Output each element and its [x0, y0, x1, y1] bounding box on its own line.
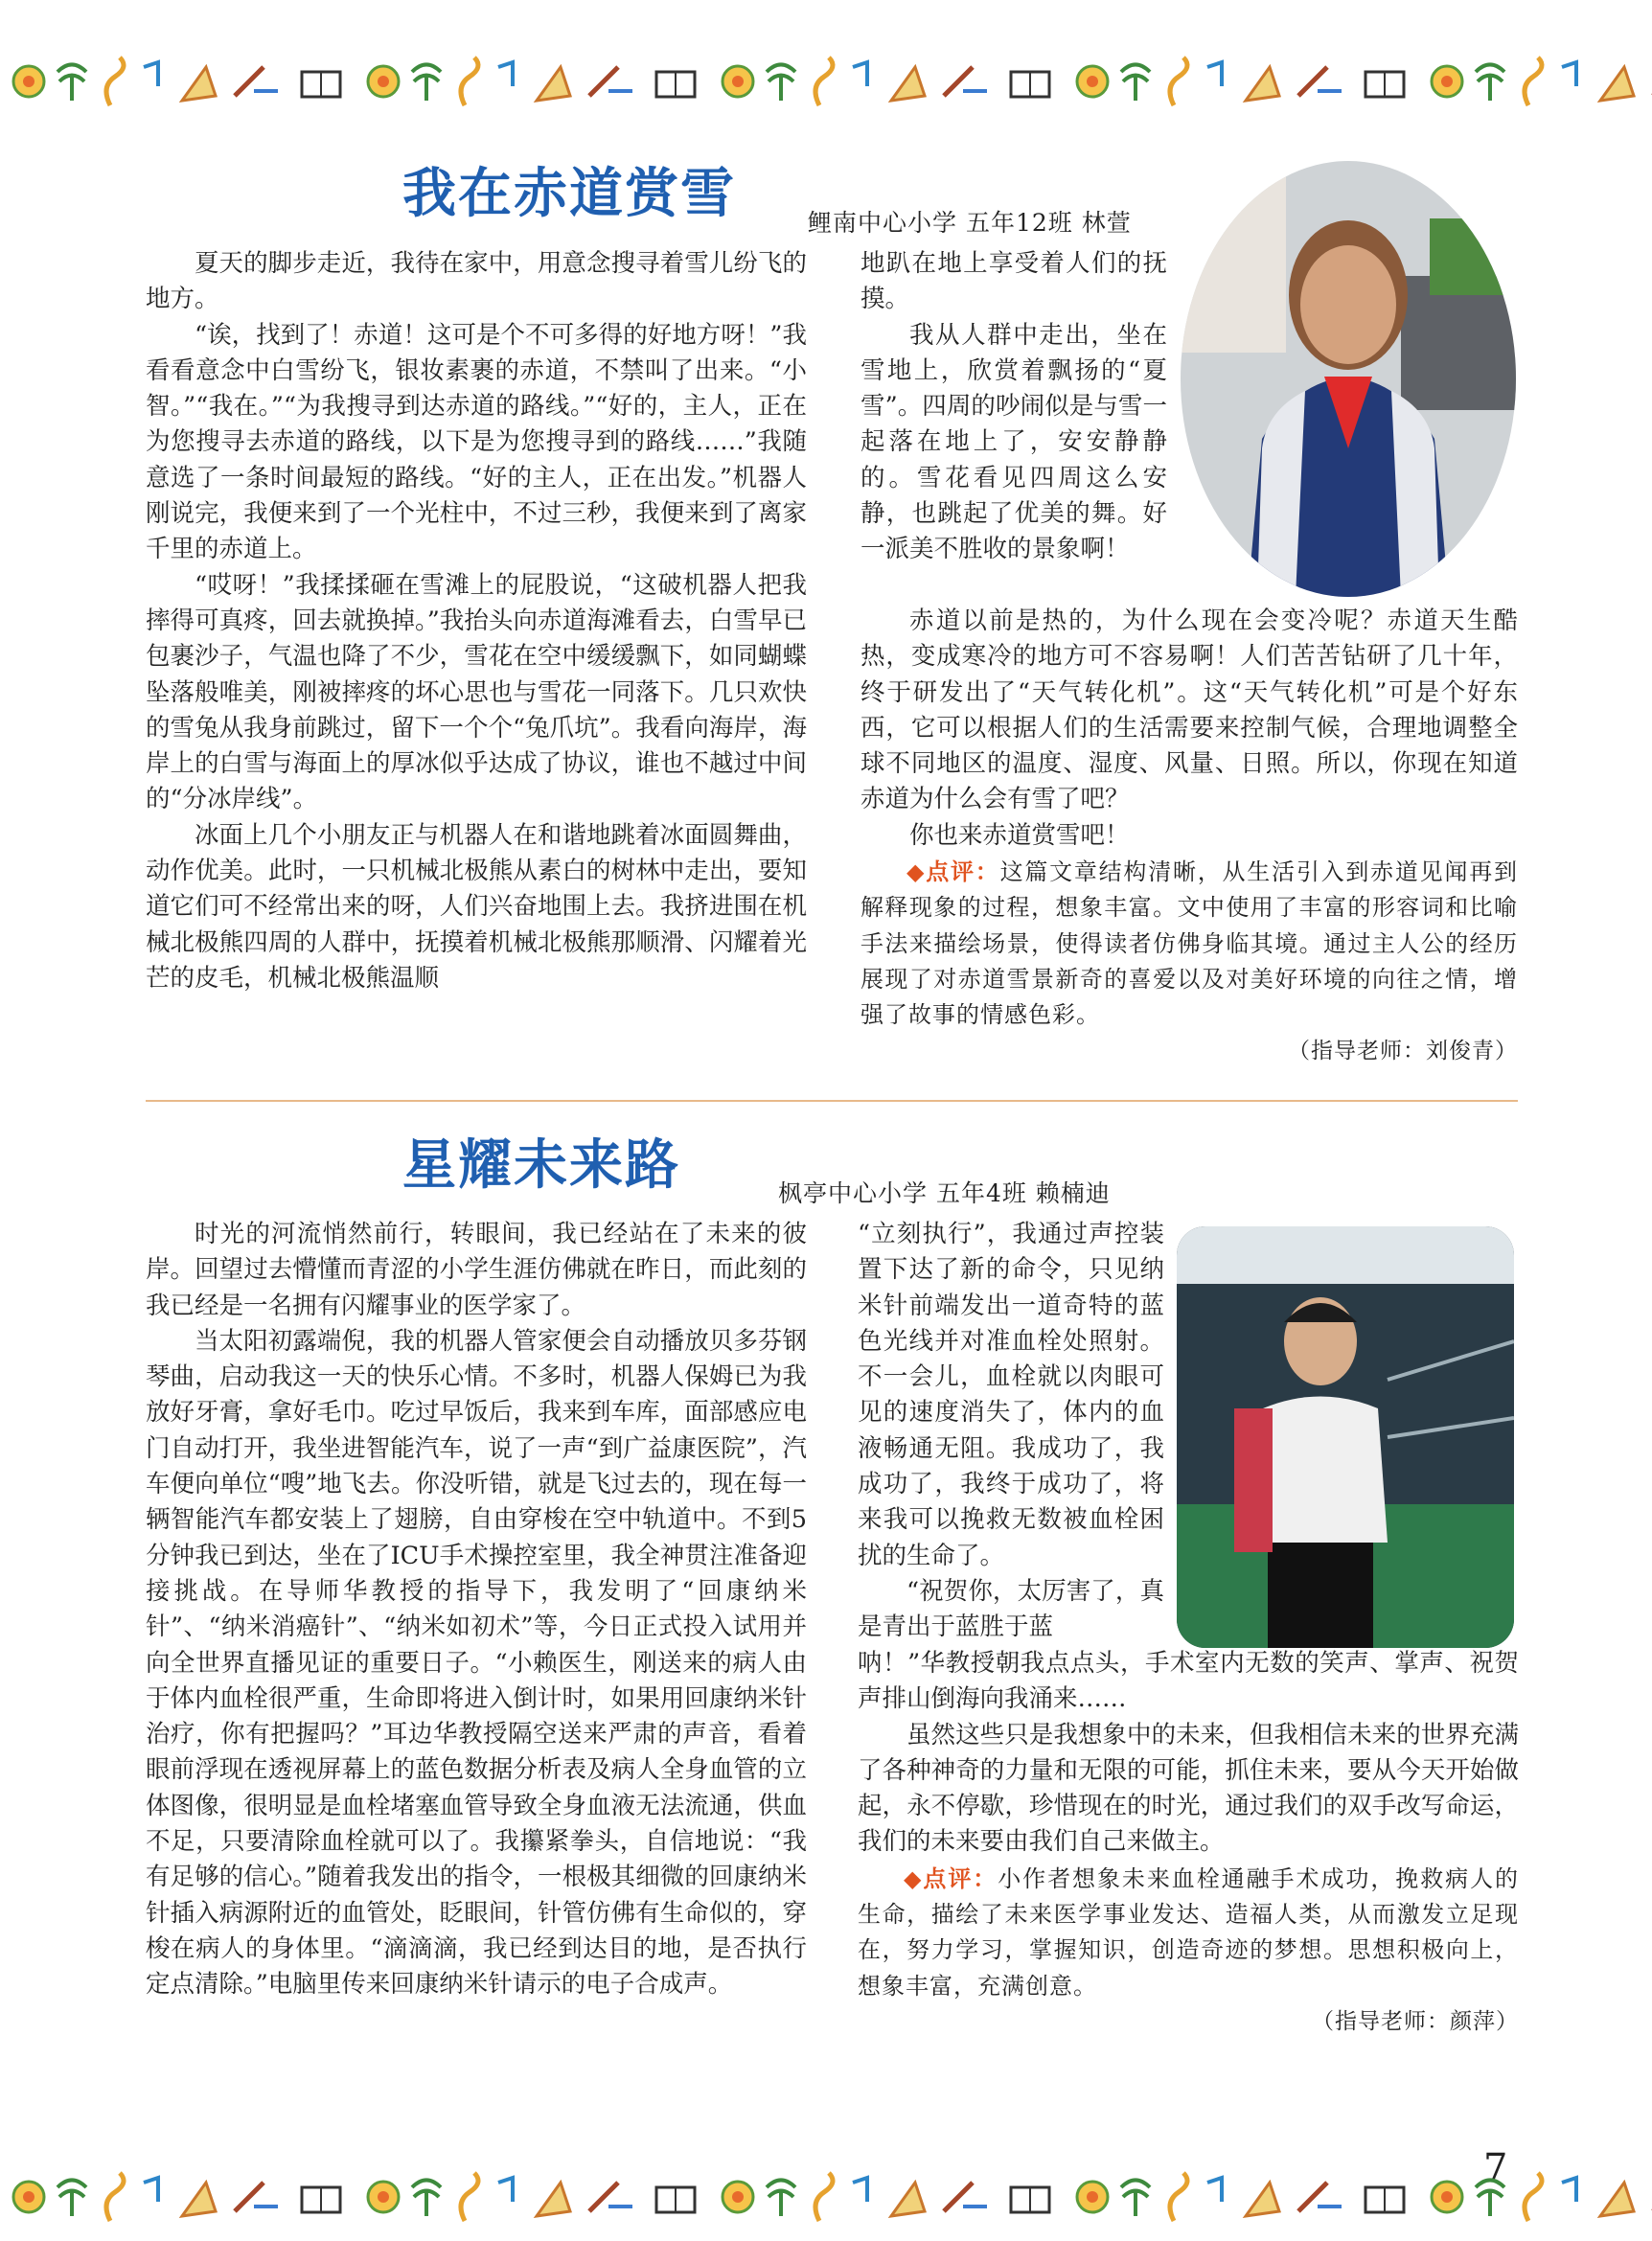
article2-comment	[858, 1861, 1519, 2004]
diamond-icon: ◆	[904, 1864, 924, 1892]
paragraph: “祝贺你，太厉害了，真是青出于蓝胜于蓝	[858, 1576, 1164, 1642]
paragraph: 冰面上几个小朋友正与机器人在和谐地跳着冰面圆舞曲，动作优美。此时，一只机械北极熊从素白的树林中走出，要知道它们可不经常出来的呀，人们兴奋地围上去。我挤进围在机械北极熊四周的人群中，抚摸着机械北极熊那顺滑、闪耀着光芒的皮毛，机械北极熊温顺	[146, 820, 807, 993]
article2-left-column	[146, 1217, 807, 2003]
paragraph: 虽然这些只是我想象中的未来，但我相信未来的世界充满了各种神奇的力量和无限的可能，抓住未来，要从今天开始做起，永不停歇，珍惜现在的时光，通过我们的双手改写命运，我们的未来要由我们自己来做主。	[858, 1720, 1519, 1857]
paragraph: 赤道以前是热的，为什么现在会变冷呢？赤道天生酷热，变成寒冷的地方可不容易啊！人们苦苦钻研了几十年，终于研发出了“天气转化机”。这“天气转化机”可是个好东西，它可以根据人们的生活需要来控制气候，合理地调整全球不同地区的温度、湿度、风量、日照。所以，你现在知道赤道为什么会有雪了吧？	[860, 606, 1518, 814]
article1-title: 我在赤道赏雪	[402, 163, 736, 225]
article1-left-column	[146, 246, 807, 996]
article1-right-wide-column	[860, 604, 1518, 1069]
article1-teacher: （指导老师：刘俊青）	[1288, 1038, 1518, 1063]
decorative-border-top	[0, 48, 1652, 115]
comment-text: 小作者想象未来血栓通融手术成功，挽救病人的生命，描绘了未来医学事业发达、造福人类，从而激发立足现在，努力学习，掌握知识，创造奇迹的梦想。思想积极向上，想象丰富，充满创意。	[858, 1864, 1520, 2000]
paragraph: 你也来赤道赏雪吧！	[909, 820, 1130, 850]
article2-right-wide-column	[858, 1646, 1519, 2040]
paragraph: 我从人群中走出，坐在雪地上，欣赏着飘扬的“夏雪”。四周的吵闹似是与雪一起落在地上了，安安静静的。雪花看见四周这么安静，也跳起了优美的舞。好一派美不胜收的景象啊！	[860, 320, 1167, 564]
article1-right-narrow-column	[860, 246, 1167, 568]
paragraph: 时光的河流悄然前行，转眼间，我已经站在了未来的彼岸。回望过去懵懂而青涩的小学生涯仿佛就在昨日，而此刻的我已经是一名拥有闪耀事业的医学家了。	[146, 1220, 807, 1320]
comment-text: 这篇文章结构清晰，从生活引入到赤道见闻再到解释现象的过程，想象丰富。文中使用了丰富的形容词和比喻手法来描绘场景，使得读者仿佛身临其境。通过主人公的经历展现了对赤道雪景新奇的喜爱以及对美好环境的向往之情，增强了故事的情感色彩。	[860, 858, 1519, 1029]
paragraph: 呐！”华教授朝我点点头，手术室内无数的笑声、掌声、祝贺声排山倒海向我涌来……	[858, 1649, 1519, 1714]
article2-right-narrow-column	[858, 1217, 1164, 1646]
article1-comment	[860, 854, 1518, 1033]
article2-author-photo	[1177, 1226, 1514, 1648]
section-divider	[146, 1100, 1518, 1102]
article2-teacher: （指导老师：颜萍）	[1312, 2008, 1519, 2034]
decorative-border-bottom	[0, 2163, 1652, 2230]
comment-tag: ◆点评：	[904, 1864, 998, 1892]
paragraph: “立刻执行”，我通过声控装置下达了新的命令，只见纳米针前端发出一道奇特的蓝色光线并对准血栓处照射。不一会儿，血栓就以肉眼可见的速度消失了，体内的血液畅通无阻。我成功了，我成功了，我终于成功了，将来我可以挽救无数被血栓困扰的生命了。	[858, 1220, 1164, 1570]
paragraph: “哎呀！”我揉揉砸在雪滩上的屁股说，“这破机器人把我摔得可真疼，回去就换掉。”我抬头向赤道海滩看去，白雪早已包裹沙子，气温也降了不少，雪花在空中缓缓飘下，如同蝴蝶坠落般唯美，刚被摔疼的坏心思也与雪花一同落下。几只欢快的雪兔从我身前跳过，留下一个个“兔爪坑”。我看向海岸，海岸上的白雪与海面上的厚冰似乎达成了协议，谁也不越过中间的“分冰岸线”。	[146, 570, 807, 814]
paragraph: 夏天的脚步走近，我待在家中，用意念搜寻着雪儿纷飞的地方。	[146, 249, 807, 314]
paragraph: “诶，找到了！赤道！这可是个不可多得的好地方呀！”我看看意念中白雪纷飞，银妆素裹的赤道，不禁叫了出来。“小智。”“我在。”“为我搜寻到达赤道的路线。”“好的，主人，正在为您搜寻去赤道的路线，以下是为您搜寻到的路线……”我随意选了一条时间最短的路线。“好的主人，正在出发。”机器人刚说完，我便来到了一个光柱中，不过三秒，我便来到了离家千里的赤道上。	[146, 320, 807, 564]
diamond-icon: ◆	[906, 858, 927, 886]
article2-title: 星耀未来路	[402, 1134, 680, 1197]
paragraph: 地趴在地上享受着人们的抚摸。	[860, 249, 1167, 314]
article1-byline: 鲤南中心小学 五年12班 林萱	[808, 209, 1132, 237]
article1-author-photo	[1181, 161, 1516, 597]
comment-tag: ◆点评：	[906, 858, 1000, 886]
paragraph: 当太阳初露端倪，我的机器人管家便会自动播放贝多芬钢琴曲，启动我这一天的快乐心情。不多时，机器人保姆已为我放好牙膏，拿好毛巾。吃过早饭后，我来到车库，面部感应电门自动打开，我坐进智能汽车，说了一声“到广益康医院”，汽车便向单位“嗖”地飞去。你没听错，就是飞过去的，现在每一辆智能汽车都安装上了翅膀，自由穿梭在空中轨道中。不到5分钟我已到达，坐在了ICU手术操控室里，我全神贯注准备迎接挑战。在导师华教授的指导下，我发明了“回康纳米针”、“纳米消癌针”、“纳米如初术”等，今日正式投入试用并向全世界直播见证的重要日子。“小赖医生，刚送来的病人由于体内血栓很严重，生命即将进入倒计时，如果用回康纳米针治疗，你有把握吗？”耳边华教授隔空送来严肃的声音，看着眼前浮现在透视屏幕上的蓝色数据分析表及病人全身血管的立体图像，很明显是血栓堵塞血管导致全身血液无法流通，供血不足，只要清除血栓就可以了。我攥紧拳头，自信地说：“我有足够的信心。”随着我发出的指令，一根极其细微的回康纳米针插入病源附近的血管处，眨眼间，针管仿佛有生命似的，穿梭在病人的身体里。“滴滴滴，我已经到达目的地，是否执行定点清除。”电脑里传来回康纳米针请示的电子合成声。	[146, 1326, 807, 2000]
article2-byline: 枫亭中心小学 五年4班 赖楠迪	[778, 1179, 1111, 1207]
page-number: 7	[1483, 2146, 1508, 2190]
